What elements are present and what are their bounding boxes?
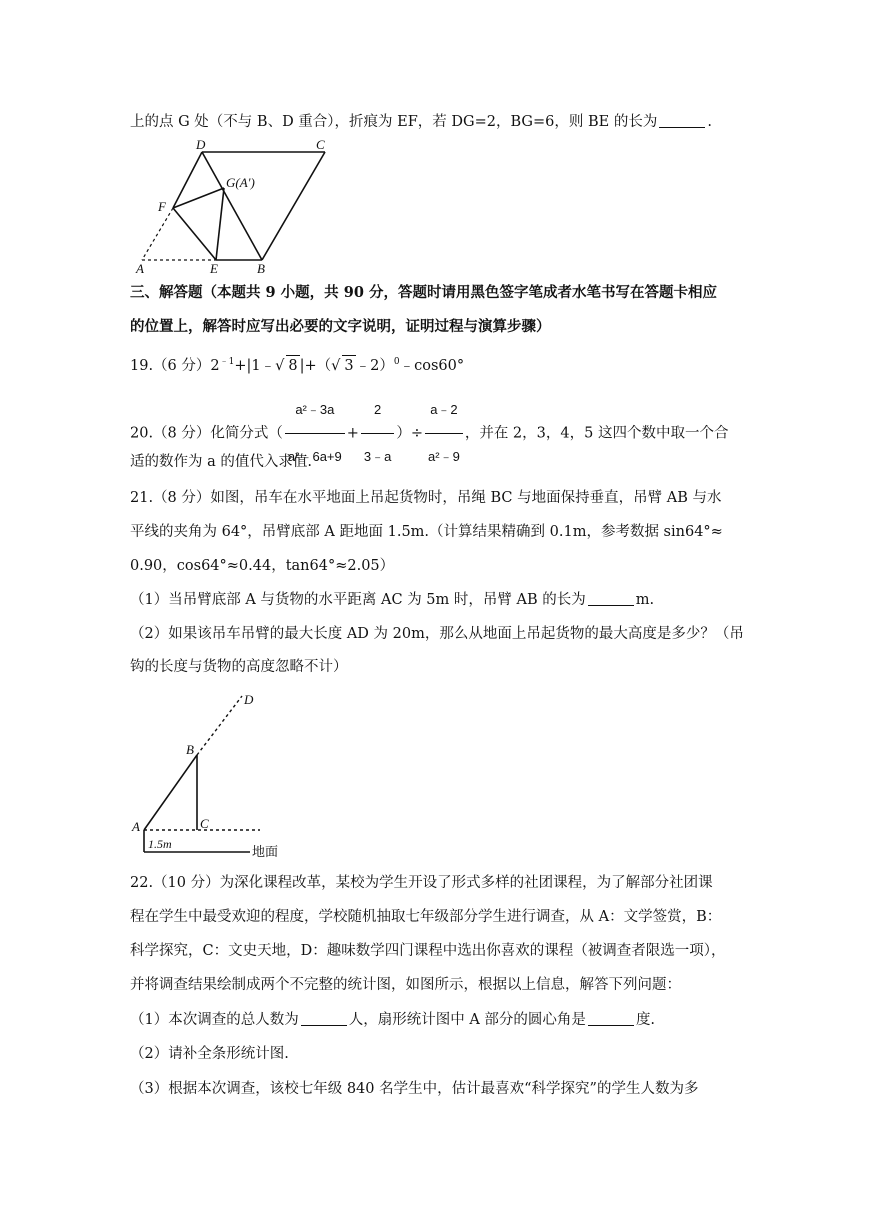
question-21-sub2-line1: （2）如果该吊车吊臂的最大长度 AD 为 20m，那么从地面上吊起货物的最大高度是多少？（吊 [130, 626, 744, 642]
question-22-line3: 科学探究，C：文史天地，D：趣味数学四门课程中选出你喜欢的课程（被调查者限选一项）， [130, 943, 726, 959]
section-3-heading-line2: 的位置上，解答时应写出必要的文字说明，证明过程与演算步骤） [130, 318, 551, 335]
label-F: F [158, 199, 166, 214]
question-19: 19.（6 分）$2^{﹣1}+|1﹣√$ 8 |+（√ 3 ﹣2）$^0$﹣cos60° [130, 352, 869, 376]
label-C: C [316, 137, 325, 152]
label-ground: 地面 [252, 845, 279, 860]
answer-blank [588, 591, 634, 606]
answer-blank [301, 1011, 347, 1026]
section-3-heading-line1: 三、解答题（本题共 9 小题，共 90 分，答题时请用黑色签字笔成者水笔书写在答题卡相应 [130, 284, 717, 301]
question-21-line3: 0.90，cos64°≈0.44，tan64°≈2.05） [130, 558, 395, 574]
question-22-line2: 程在学生中最受欢迎的程度，学校随机抽取七年级部分学生进行调查，从 A：文学签赏，B： [130, 909, 722, 925]
fraction-2: $\frac{2}{3﹣a}$ [361, 388, 394, 479]
question-22-line1: 22.（10 分）为深化课程改革，某校为学生开设了形式多样的社团课程，为了解部分社团课 [130, 875, 713, 891]
answer-blank [659, 113, 705, 128]
question-21-line2: 平线的夹角为 64°，吊臂底部 A 距地面 1.5m.（计算结果精确到 0.1m，参考数据 sin64°≈ [130, 524, 723, 540]
fraction-3: $\frac{a﹣2}{\text{a²﹣9}}$ [425, 388, 463, 479]
label-A: A [132, 819, 140, 834]
label-C: C [200, 816, 209, 831]
question-20-line2: 适的数作为 a 的值代入求值. [130, 454, 312, 470]
answer-blank [588, 1011, 634, 1026]
question-18-tail: 上的点 G 处（不与 B、D 重合），折痕为 EF，若 DG=2，BG=6，则 BE 的长为 . [130, 114, 712, 130]
fraction-1: $\frac{\text{a²﹣3a}}{\text{a²﹣6a+9}}$ [285, 388, 345, 479]
question-21-sub2-line2: 钩的长度与货物的高度忽略不计） [130, 659, 348, 675]
label-B: B [257, 261, 265, 276]
question-21-line1: 21.（8 分）如图，吊车在水平地面上吊起货物时，吊绳 BC 与地面保持垂直，吊臂 AB 与水 [130, 490, 722, 506]
label-G: G(A') [226, 175, 255, 190]
question-22-line4: 并将调查结果绘制成两个不完整的统计图，如图所示，根据以上信息，解答下列问题： [130, 977, 681, 993]
label-D: D [244, 692, 254, 707]
question-18-text: 上的点 G 处（不与 B、D 重合），折痕为 EF，若 DG=2，BG=6，则 BE 的长为 [130, 114, 658, 130]
question-21-sub1: （1）当吊臂底部 A 与货物的水平距离 AC 为 5m 时，吊臂 AB 的长为 m. [130, 592, 655, 608]
question-22-sub3: （3）根据本次调查，该校七年级 840 名学生中，估计最喜欢“科学探究”的学生人数为多 [130, 1081, 699, 1097]
figure-crane [130, 688, 300, 860]
label-D: D [196, 137, 206, 152]
label-B: B [186, 742, 194, 757]
question-20: 20.（8 分）化简分式（ $\frac{\text{a²﹣3a}}{\text{a²﹣6a+9}}$ + $\frac{2}{3﹣a}$ ）÷ $\frac{a﹣2}{\text{a²﹣9}}$ ，并在 2，3，4，5 这四个数中取一个合 [130, 388, 869, 479]
label-E: E [210, 261, 218, 276]
question-22-sub2: （2）请补全条形统计图. [130, 1046, 289, 1062]
question-22-sub1: （1）本次调查的总人数为 人，扇形统计图中 A 部分的圆心角是 度. [130, 1012, 656, 1028]
figure-parallelogram-fold [130, 136, 350, 276]
label-A: A [136, 261, 144, 276]
label-height: 1.5m [148, 837, 172, 851]
